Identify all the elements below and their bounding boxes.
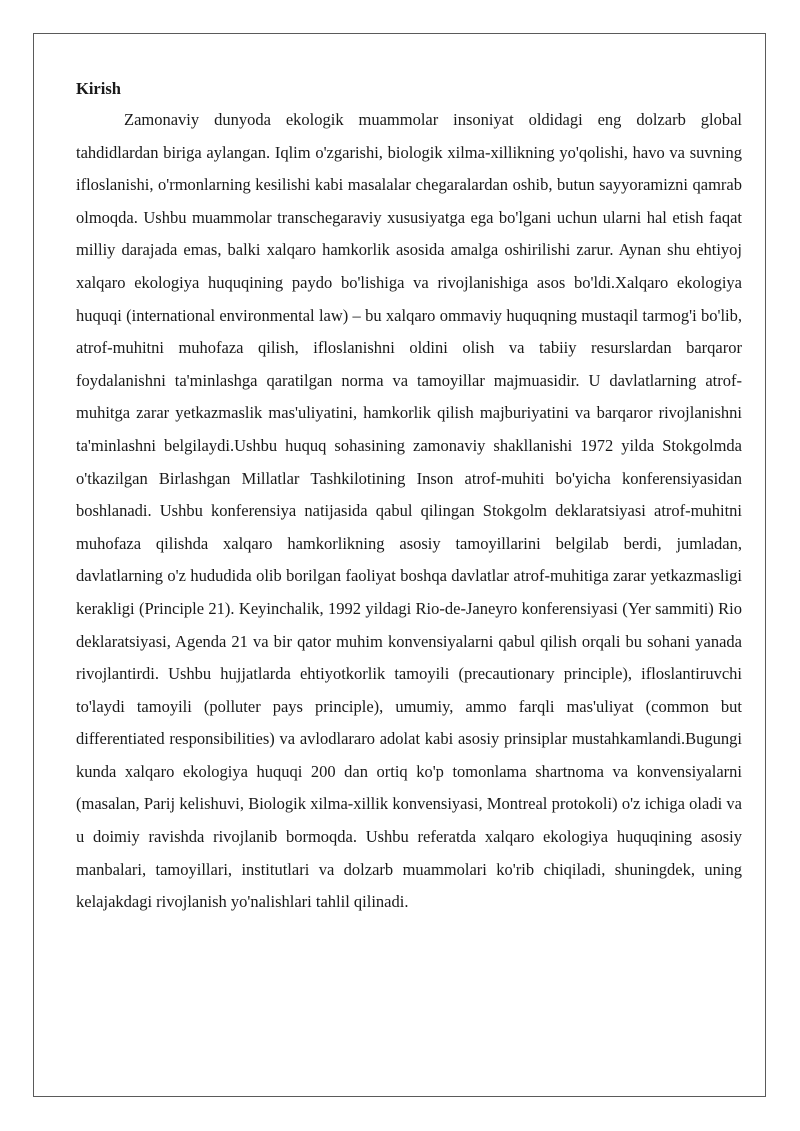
section-heading: Kirish xyxy=(76,79,121,98)
body-paragraph: Zamonaviy dunyoda ekologik muammolar insoniyat oldidagi eng dolzarb global tahdidlardan biriga aylangan. Iqlim o'zgarishi, biologik xilma-xillikning yo'qolishi, havo va suvning ifloslanishi, o'rmonlarning kesilishi kabi masalalar chegaralardan oshib, butun sayyoramizni qamrab olmoqda. Ushbu muammolar transchegaraviy xususiyatga ega bo'lgani uchun ularni hal etish faqat milliy darajada emas, balki xalqaro hamkorlik asosida amalga oshirilishi zarur. Aynan shu ehtiyoj xalqaro ekologiya huquqining paydo bo'lishiga va rivojlanishiga asos bo'ldi.Xalqaro ekologiya huquqi (international environmental law) – bu xalqaro ommaviy huquqning mustaqil tarmog'i bo'lib, atrof-muhitni muhofaza qilish, ifloslanishni oldini olish va tabiiy resurslardan barqaror foydalanishni ta'minlashga qaratilgan norma va tamoyillar majmuasidir. U davlatlarning atrof-muhitga zarar yetkazmaslik mas'uliyatini, hamkorlik qilish majburiyatini va barqaror rivojlanishni ta'minlashni belgilaydi.Ushbu huquq sohasining zamonaviy shakllanishi 1972 yilda Stokgolmda o'tkazilgan Birlashgan Millatlar Tashkilotining Inson atrof-muhiti bo'yicha konferensiyasidan boshlanadi. Ushbu konferensiya natijasida qabul qilingan Stokgolm deklaratsiyasi atrof-muhitni muhofaza qilishda xalqaro hamkorlikning asosiy tamoyillarini belgilab berdi, jumladan, davlatlarning o'z hududida olib borilgan faoliyat boshqa davlatlar atrof-muhitiga zarar yetkazmasligi kerakligi (Principle 21). Keyinchalik, 1992 yildagi Rio-de-Janeyro konferensiyasi (Yer sammiti) Rio deklaratsiyasi, Agenda 21 va bir qator muhim konvensiyalarni qabul qilish orqali bu sohani yanada rivojlantirdi. Ushbu hujjatlarda ehtiyotkorlik tamoyili (precautionary principle), ifloslantiruvchi to'laydi tamoyili (polluter pays principle), umumiy, ammo farqli mas'uliyat (common but differentiated responsibilities) va avlodlararo adolat kabi asosiy prinsiplar mustahkamlandi.Bugungi kunda xalqaro ekologiya huquqi 200 dan ortiq ko'p tomonlama shartnoma va konvensiyalarni (masalan, Parij kelishuvi, Biologik xilma-xillik konvensiyasi, Montreal protokoli) o'z ichiga oladi va u doimiy ravishda rivojlanib bormoqda. Ushbu referatda xalqaro ekologiya huquqining asosiy manbalari, tamoyillari, institutlari va dolzarb muammolari ko'rib chiqiladi, shuningdek, uning kelajakdagi rivojlanish yo'nalishlari tahlil qilinadi. xyxy=(76,110,742,912)
document-content xyxy=(76,74,742,919)
